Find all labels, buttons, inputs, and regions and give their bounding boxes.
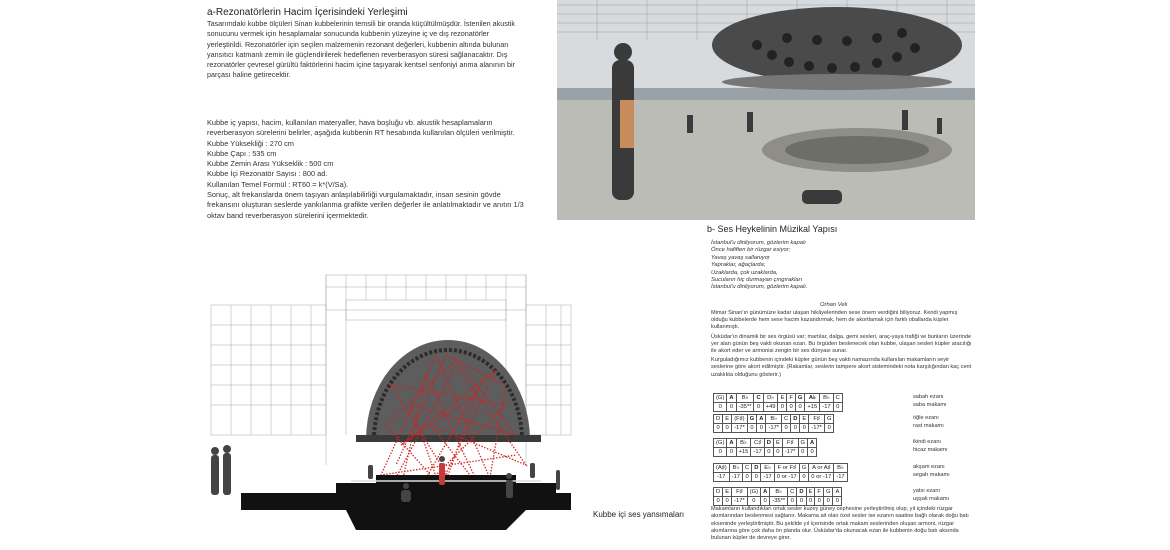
- note-cell: E: [723, 488, 732, 497]
- cent-cell: 0: [797, 497, 806, 506]
- cent-row: [714, 403, 843, 412]
- cent-row: [714, 497, 842, 506]
- cent-cell: -35**: [736, 403, 754, 412]
- makam-label: [913, 438, 948, 454]
- note-row: [714, 439, 817, 448]
- note-cell: G: [824, 415, 834, 424]
- cent-cell: -17*: [809, 424, 825, 433]
- cent-cell: 0: [723, 497, 732, 506]
- cent-cell: 0: [727, 403, 736, 412]
- cent-cell: -17: [761, 473, 774, 482]
- ezan-name: öğle ezanı: [913, 415, 939, 421]
- note-cell: F: [815, 488, 824, 497]
- specs-intro: Kubbe iç yapısı, hacim, kullanılan materyaller, hava boşluğu vb. akustik hesaplamaların reverberasyon sürelerini belirler, aşağıda kubbenin RT hesabında kullanılan ölçüleri verilmiştir.: [207, 118, 515, 138]
- section-b-paragraph: Kurguladığımız kubbenin içindeki küpler günün beş vakti namazında kullanılan makamların seyir seslerine göre akort edilmiştir. (Rakamlar, seslerin tampere akort sistemindeki nota karşılığından kaç cent uzaklıkta olduğunu gösterir.): [711, 357, 972, 378]
- poet-name: Orhan Veli: [820, 302, 848, 308]
- cent-cell: 0: [723, 424, 732, 433]
- dome-specs: [207, 118, 525, 221]
- note-cell: F or F♯: [774, 464, 799, 473]
- poem-line: Önce hafiften bir rüzgar esiyor;: [711, 247, 791, 254]
- cent-cell: 0: [833, 403, 842, 412]
- cent-cell: 0: [778, 403, 787, 412]
- cent-row: [714, 448, 817, 457]
- cent-cell: 0: [815, 497, 824, 506]
- note-cell: D: [714, 488, 723, 497]
- note-row: [714, 415, 834, 424]
- note-cell: E: [723, 415, 732, 424]
- note-cell: C: [754, 394, 763, 403]
- note-cell: (G): [747, 488, 760, 497]
- note-cell: A: [761, 488, 770, 497]
- cent-cell: 0: [714, 424, 723, 433]
- note-cell: A: [833, 488, 842, 497]
- specs-conclusion: Sonuç, alt frekanslarda önem taşıyan anlaşılabilirliği vurgulamaktadır, insan sesinin gövde frekansını oluşturan seslerde yankılanma grafikte verilen değerler ile anlatılmaktadır ve anıtın 1/3 oktav band reverberasyon sürelerini içermektedir.: [207, 190, 524, 220]
- section-a-body: [207, 19, 523, 90]
- note-cell: G: [795, 394, 805, 403]
- makam-label: [913, 487, 949, 503]
- note-cell: G: [747, 415, 757, 424]
- cent-cell: -17*: [782, 448, 798, 457]
- cent-cell: 0: [757, 424, 766, 433]
- cent-cell: -17*: [766, 424, 782, 433]
- note-cell: D: [791, 415, 800, 424]
- closing-paragraph: Makamların kullandıkları ortak sesler kuzey güney cephesine yerleştirilmiş olup, yıl içindeki rüzgar akımlarından beslenmesi sağlanır. Makama ait olan özel sesler ise ezanın saatine bağlı olarak doğu batı ekseninde yerleştirilmiştir. Bu şekilde yıl içerisinde ortak makam seslerinden oluşan armoni, rüzgar akımlarına göre çok daha ön planda olur. Üsküdar'da okunacak ezan ile kubbenin doğu batı aksında bulunan küpler de devreye girer.: [711, 506, 969, 542]
- note-row: [714, 464, 848, 473]
- cent-cell: 0: [806, 497, 815, 506]
- note-cell: A: [757, 415, 766, 424]
- cent-cell: 0: [787, 403, 796, 412]
- note-cell: B♭: [736, 439, 751, 448]
- section-b-body: [711, 310, 973, 381]
- poem-line: Uzaklarda, çok uzaklarda,: [711, 269, 778, 276]
- cent-cell: 0: [764, 448, 773, 457]
- cent-row: [714, 473, 848, 482]
- cent-cell: -17: [751, 448, 764, 457]
- note-cell: C: [833, 394, 842, 403]
- cent-cell: 0: [824, 424, 834, 433]
- makam-label: [913, 393, 947, 409]
- note-cell: C: [782, 415, 791, 424]
- makam-name: uşşak makamı: [913, 496, 950, 502]
- note-cell: (G): [714, 394, 727, 403]
- section-a-title: a-Rezonatörlerin Hacim İçerisindeki Yerleşimi: [207, 7, 408, 18]
- note-cell: G: [823, 488, 833, 497]
- spec-formula: Kullanılan Temel Formül : RT60 = k*(V/Sa).: [207, 179, 349, 189]
- cent-cell: 0: [761, 497, 770, 506]
- note-cell: B♭: [820, 394, 833, 403]
- cent-cell: 0: [747, 424, 757, 433]
- cent-cell: 0: [823, 497, 833, 506]
- cent-cell: 0: [714, 448, 727, 457]
- note-cell: B♭: [729, 464, 742, 473]
- cent-cell: 0: [833, 497, 842, 506]
- note-cell: B♭: [766, 415, 782, 424]
- note-cell: D: [714, 415, 723, 424]
- spec-floor-height: Kubbe Zemin Arası Yükseklik : 500 cm: [207, 159, 334, 169]
- makam-table: [713, 487, 842, 506]
- cent-cell: +49: [763, 403, 778, 412]
- ezan-name: yatsı ezanı: [913, 488, 941, 494]
- note-cell: A: [727, 394, 736, 403]
- cent-cell: -35**: [770, 497, 788, 506]
- cent-cell: -17*: [732, 497, 748, 506]
- dome-section-drawing: [196, 265, 576, 535]
- makam-table: [713, 393, 843, 412]
- ezan-name: ikindi ezanı: [913, 439, 941, 445]
- cent-cell: 0: [752, 473, 761, 482]
- makam-name: rast makamı: [913, 423, 944, 429]
- cent-cell: 0: [800, 424, 809, 433]
- note-cell: E♭: [761, 464, 774, 473]
- cent-cell: 0: [773, 448, 782, 457]
- note-cell: (G): [714, 439, 727, 448]
- poem-line: İstanbul'u dinliyorum, gözlerim kapalı: [711, 240, 806, 246]
- makam-name: hicaz makamı: [913, 447, 948, 453]
- note-cell: B♭: [834, 464, 847, 473]
- cent-cell: +15: [805, 403, 820, 412]
- cent-cell: -17: [820, 403, 833, 412]
- cent-cell: 0: [791, 424, 800, 433]
- ezan-name: sabah ezanı: [913, 394, 944, 400]
- spec-diameter: Kubbe Çapı : 535 cm: [207, 148, 277, 158]
- cent-cell: 0 or -17: [774, 473, 799, 482]
- note-cell: B♭: [736, 394, 754, 403]
- poem-line: İstanbul'u dinliyorum, gözlerim kapalı.: [711, 284, 808, 291]
- note-cell: E: [806, 488, 815, 497]
- poem-line: Yavaş yavaş sallanıyor: [711, 254, 770, 261]
- ezan-name: akşam ezanı: [913, 464, 945, 470]
- cent-cell: 0: [714, 403, 727, 412]
- note-cell: A: [808, 439, 817, 448]
- note-cell: F♯: [732, 488, 748, 497]
- cent-cell: 0: [747, 497, 760, 506]
- note-cell: (A♯): [714, 464, 730, 473]
- section-b-paragraph: Mimar Sinan'ın günümüze kadar ulaşan hikâyelerinden sese önem verdiğini biliyoruz. Kendi yapmış olduğu kubbelerde hem sese hacim kazandırmak, hem de akortlamak için farklı oballarda küpler kullanmıştı.: [711, 310, 958, 331]
- makam-label: [913, 414, 944, 430]
- note-cell: A or A♯: [809, 464, 834, 473]
- cent-cell: 0: [743, 473, 752, 482]
- cent-cell: -17*: [732, 424, 748, 433]
- note-cell: F: [787, 394, 796, 403]
- cent-cell: 0 or -17: [809, 473, 834, 482]
- makam-table: [713, 463, 848, 482]
- note-cell: G: [799, 464, 809, 473]
- note-cell: A: [727, 439, 736, 448]
- note-cell: G: [798, 439, 808, 448]
- note-cell: C: [743, 464, 752, 473]
- note-cell: C: [788, 488, 797, 497]
- poem-line: Yapraklar, ağaçlarda;: [711, 262, 766, 269]
- note-cell: F♯: [809, 415, 825, 424]
- cent-cell: 0: [788, 497, 797, 506]
- cent-cell: 0: [782, 424, 791, 433]
- cent-cell: -17: [729, 473, 742, 482]
- note-cell: D: [752, 464, 761, 473]
- section-caption: Kubbe içi ses yansımaları: [593, 510, 685, 519]
- note-row: [714, 394, 843, 403]
- dome-shell: [366, 340, 530, 440]
- note-cell: D: [797, 488, 806, 497]
- makam-table: [713, 414, 834, 433]
- cent-cell: 0: [798, 448, 808, 457]
- makam-table: [713, 438, 817, 457]
- note-cell: E: [778, 394, 787, 403]
- note-row: [714, 488, 842, 497]
- note-cell: F♯: [782, 439, 798, 448]
- cent-cell: 0: [799, 473, 809, 482]
- cent-cell: 0: [795, 403, 805, 412]
- makam-name: saba makamı: [913, 402, 947, 408]
- note-cell: D♭: [763, 394, 778, 403]
- poem: [711, 240, 807, 292]
- cent-cell: -17: [714, 473, 730, 482]
- poem-line: Sucuların hiç durmayan çıngırakları: [711, 277, 803, 284]
- cent-row: [714, 424, 834, 433]
- section-b-title: b- Ses Heykelinin Müzikal Yapısı: [707, 224, 838, 234]
- cent-cell: -17: [834, 473, 847, 482]
- section-b-paragraph: Üsküdar'ın dinamik bir ses örgüsü var; martılar, dalga, gemi sesleri, araç-yaya trafiği ve bunların üzerinde yer alan günün beş vakti okunan ezan. Bu örgüden beslenecek olan kubbe, ulaşan sesleri küpler aracılığı ile akort eder ve armonisi zengin bir ses dünyası sunar.: [711, 333, 972, 355]
- spec-height: Kubbe Yüksekliği : 270 cm: [207, 138, 294, 148]
- note-cell: E: [773, 439, 782, 448]
- note-cell: A♭: [805, 394, 820, 403]
- cent-cell: +15: [736, 448, 751, 457]
- note-cell: D: [764, 439, 773, 448]
- note-cell: B♭: [770, 488, 788, 497]
- pavilion-render-image: [557, 0, 975, 220]
- note-cell: C♯: [751, 439, 764, 448]
- note-cell: (F♯): [732, 415, 748, 424]
- cent-cell: 0: [754, 403, 763, 412]
- cent-cell: 0: [727, 448, 736, 457]
- makam-name: segah makamı: [913, 472, 950, 478]
- spec-resonator-count: Kubbe İçi Rezonatör Sayısı : 800 ad.: [207, 169, 328, 179]
- cent-cell: 0: [808, 448, 817, 457]
- note-cell: E: [800, 415, 809, 424]
- makam-label: [913, 463, 950, 479]
- cent-cell: 0: [714, 497, 723, 506]
- section-a-paragraph: Tasarımdaki kubbe ölçüleri Sinan kubbelerinin temsili bir oranda küçültülmüşdür. İstenilen akustik sonucunu vermek için hesaplamalar sonucunda kubbenin yüzeyine iç ve dış rezonatörler yerleştirildi. Rezonatörler için seçilen malzemenin rezonant değerleri, kubbenin altında bulunan yansıtıcı katmanlı zemin ile güçlendirilerek hedeflenen reverberasyon süresi sağlanacaktır. Dış rezonatörler çevresel gürültü faktörlerini hacim içine taşıyarak kentsel senfoniyi anma alanının bir parçası haline getirecektir.: [207, 19, 516, 80]
